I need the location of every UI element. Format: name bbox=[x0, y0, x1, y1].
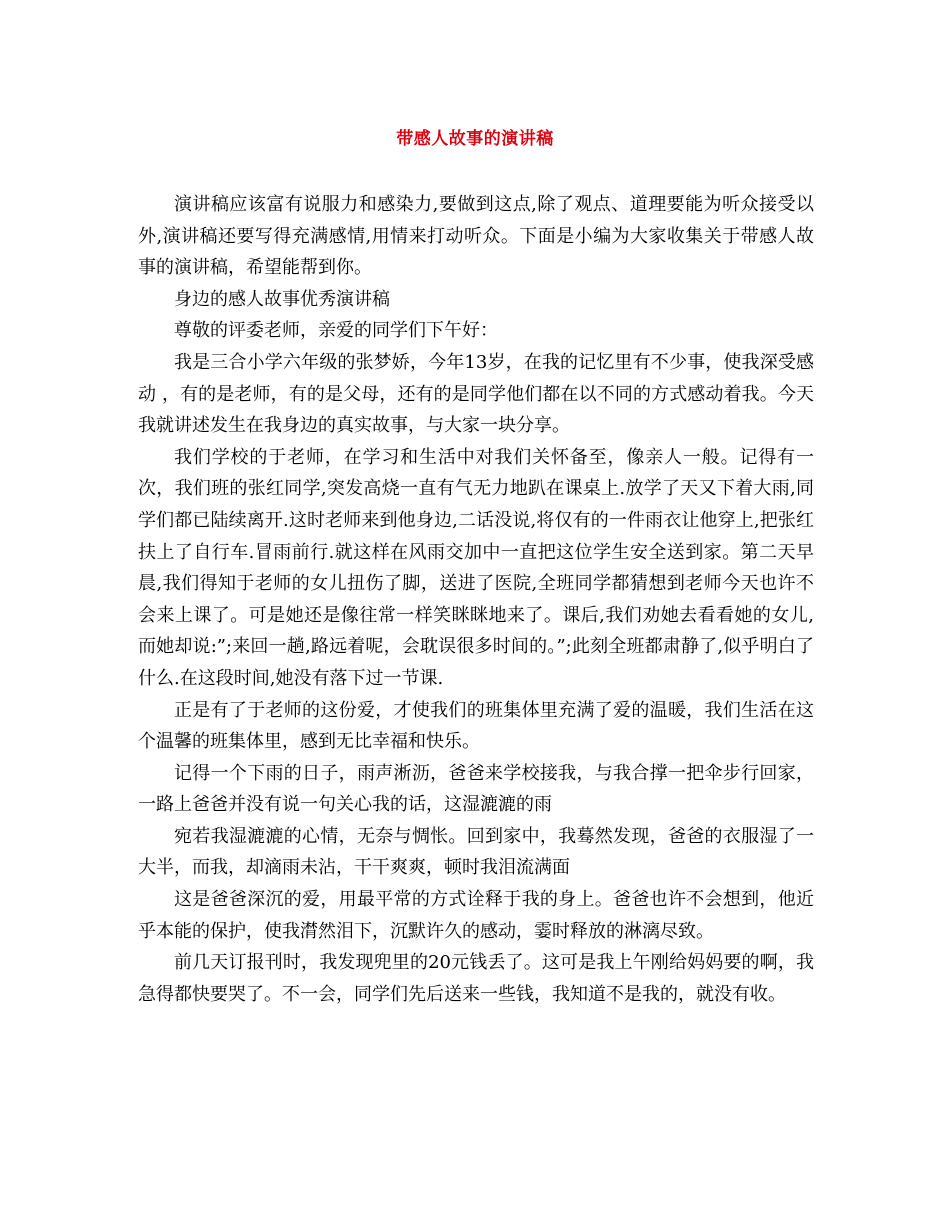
paragraph: 正是有了于老师的这份爱，才使我们的班集体里充满了爱的温暖，我们生活在这个温馨的班集体里，感到无比幸福和快乐。 bbox=[138, 699, 814, 753]
paragraph: 宛若我湿漉漉的心情，无奈与惆怅。回到家中，我蓦然发现，爸爸的衣服湿了一大半，而我，却滴雨未沾，干干爽爽，顿时我泪流满面 bbox=[138, 825, 814, 879]
paragraph: 记得一个下雨的日子，雨声淅沥，爸爸来学校接我，与我合撑一把伞步行回家，一路上爸爸并没有说一句关心我的话，这湿漉漉的雨 bbox=[138, 762, 814, 816]
paragraph: 我们学校的于老师，在学习和生活中对我们关怀备至，像亲人一般。记得有一次，我们班的张红同学,突发高烧一直有气无力地趴在课桌上.放学了天又下着大雨,同学们都已陆续离开.这时老师来到他身边,二话没说,将仅有的一件雨衣让他穿上,把张红扶上了自行车.冒雨前行.就这样在风雨交加中一直把这位学生安全送到家。第二天早晨,我们得知于老师的女儿扭伤了脚，送进了医院,全班同学都猜想到老师今天也许不会来上课了。可是她还是像往常一样笑眯眯地来了。课后,我们劝她去看看她的女儿,而她却说:”;来回一趟,路远着呢，会耽误很多时间的。”;此刻全班都肃静了,似乎明白了什么.在这段时间,她没有落下过一节课. bbox=[138, 446, 814, 689]
document-body bbox=[138, 189, 814, 1010]
paragraph: 我是三合小学六年级的张梦娇，今年13岁，在我的记忆里有不少事，使我深受感动 ，有的是老师，有的是父母，还有的是同学他们都在以不同的方式感动着我。今天我就讲述发生在我身边的真实故事，与大家一块分享。 bbox=[138, 351, 814, 437]
paragraph-intro: 演讲稿应该富有说服力和感染力,要做到这点,除了观点、道理要能为听众接受以外,演讲稿还要写得充满感情,用情来打动听众。下面是小编为大家收集关于带感人故事的演讲稿，希望能帮到你。 bbox=[138, 194, 814, 279]
paragraph: 前几天订报刊时，我发现兜里的20元钱丢了。这可是我上午刚给妈妈要的啊，我急得都快要哭了。不一会，同学们先后送来一些钱，我知道不是我的，就没有收。 bbox=[138, 952, 814, 1005]
paragraph-greeting: 尊敬的评委老师，亲爱的同学们下午好： bbox=[174, 320, 498, 342]
paragraph: 这是爸爸深沉的爱，用最平常的方式诠释于我的身上。爸爸也许不会想到，他近乎本能的保护，使我潸然泪下，沉默许久的感动，霎时释放的淋漓尽致。 bbox=[138, 889, 814, 942]
paragraph-subtitle: 身边的感人故事优秀演讲稿 bbox=[174, 288, 390, 310]
document-title: 带感人故事的演讲稿 bbox=[396, 129, 554, 149]
